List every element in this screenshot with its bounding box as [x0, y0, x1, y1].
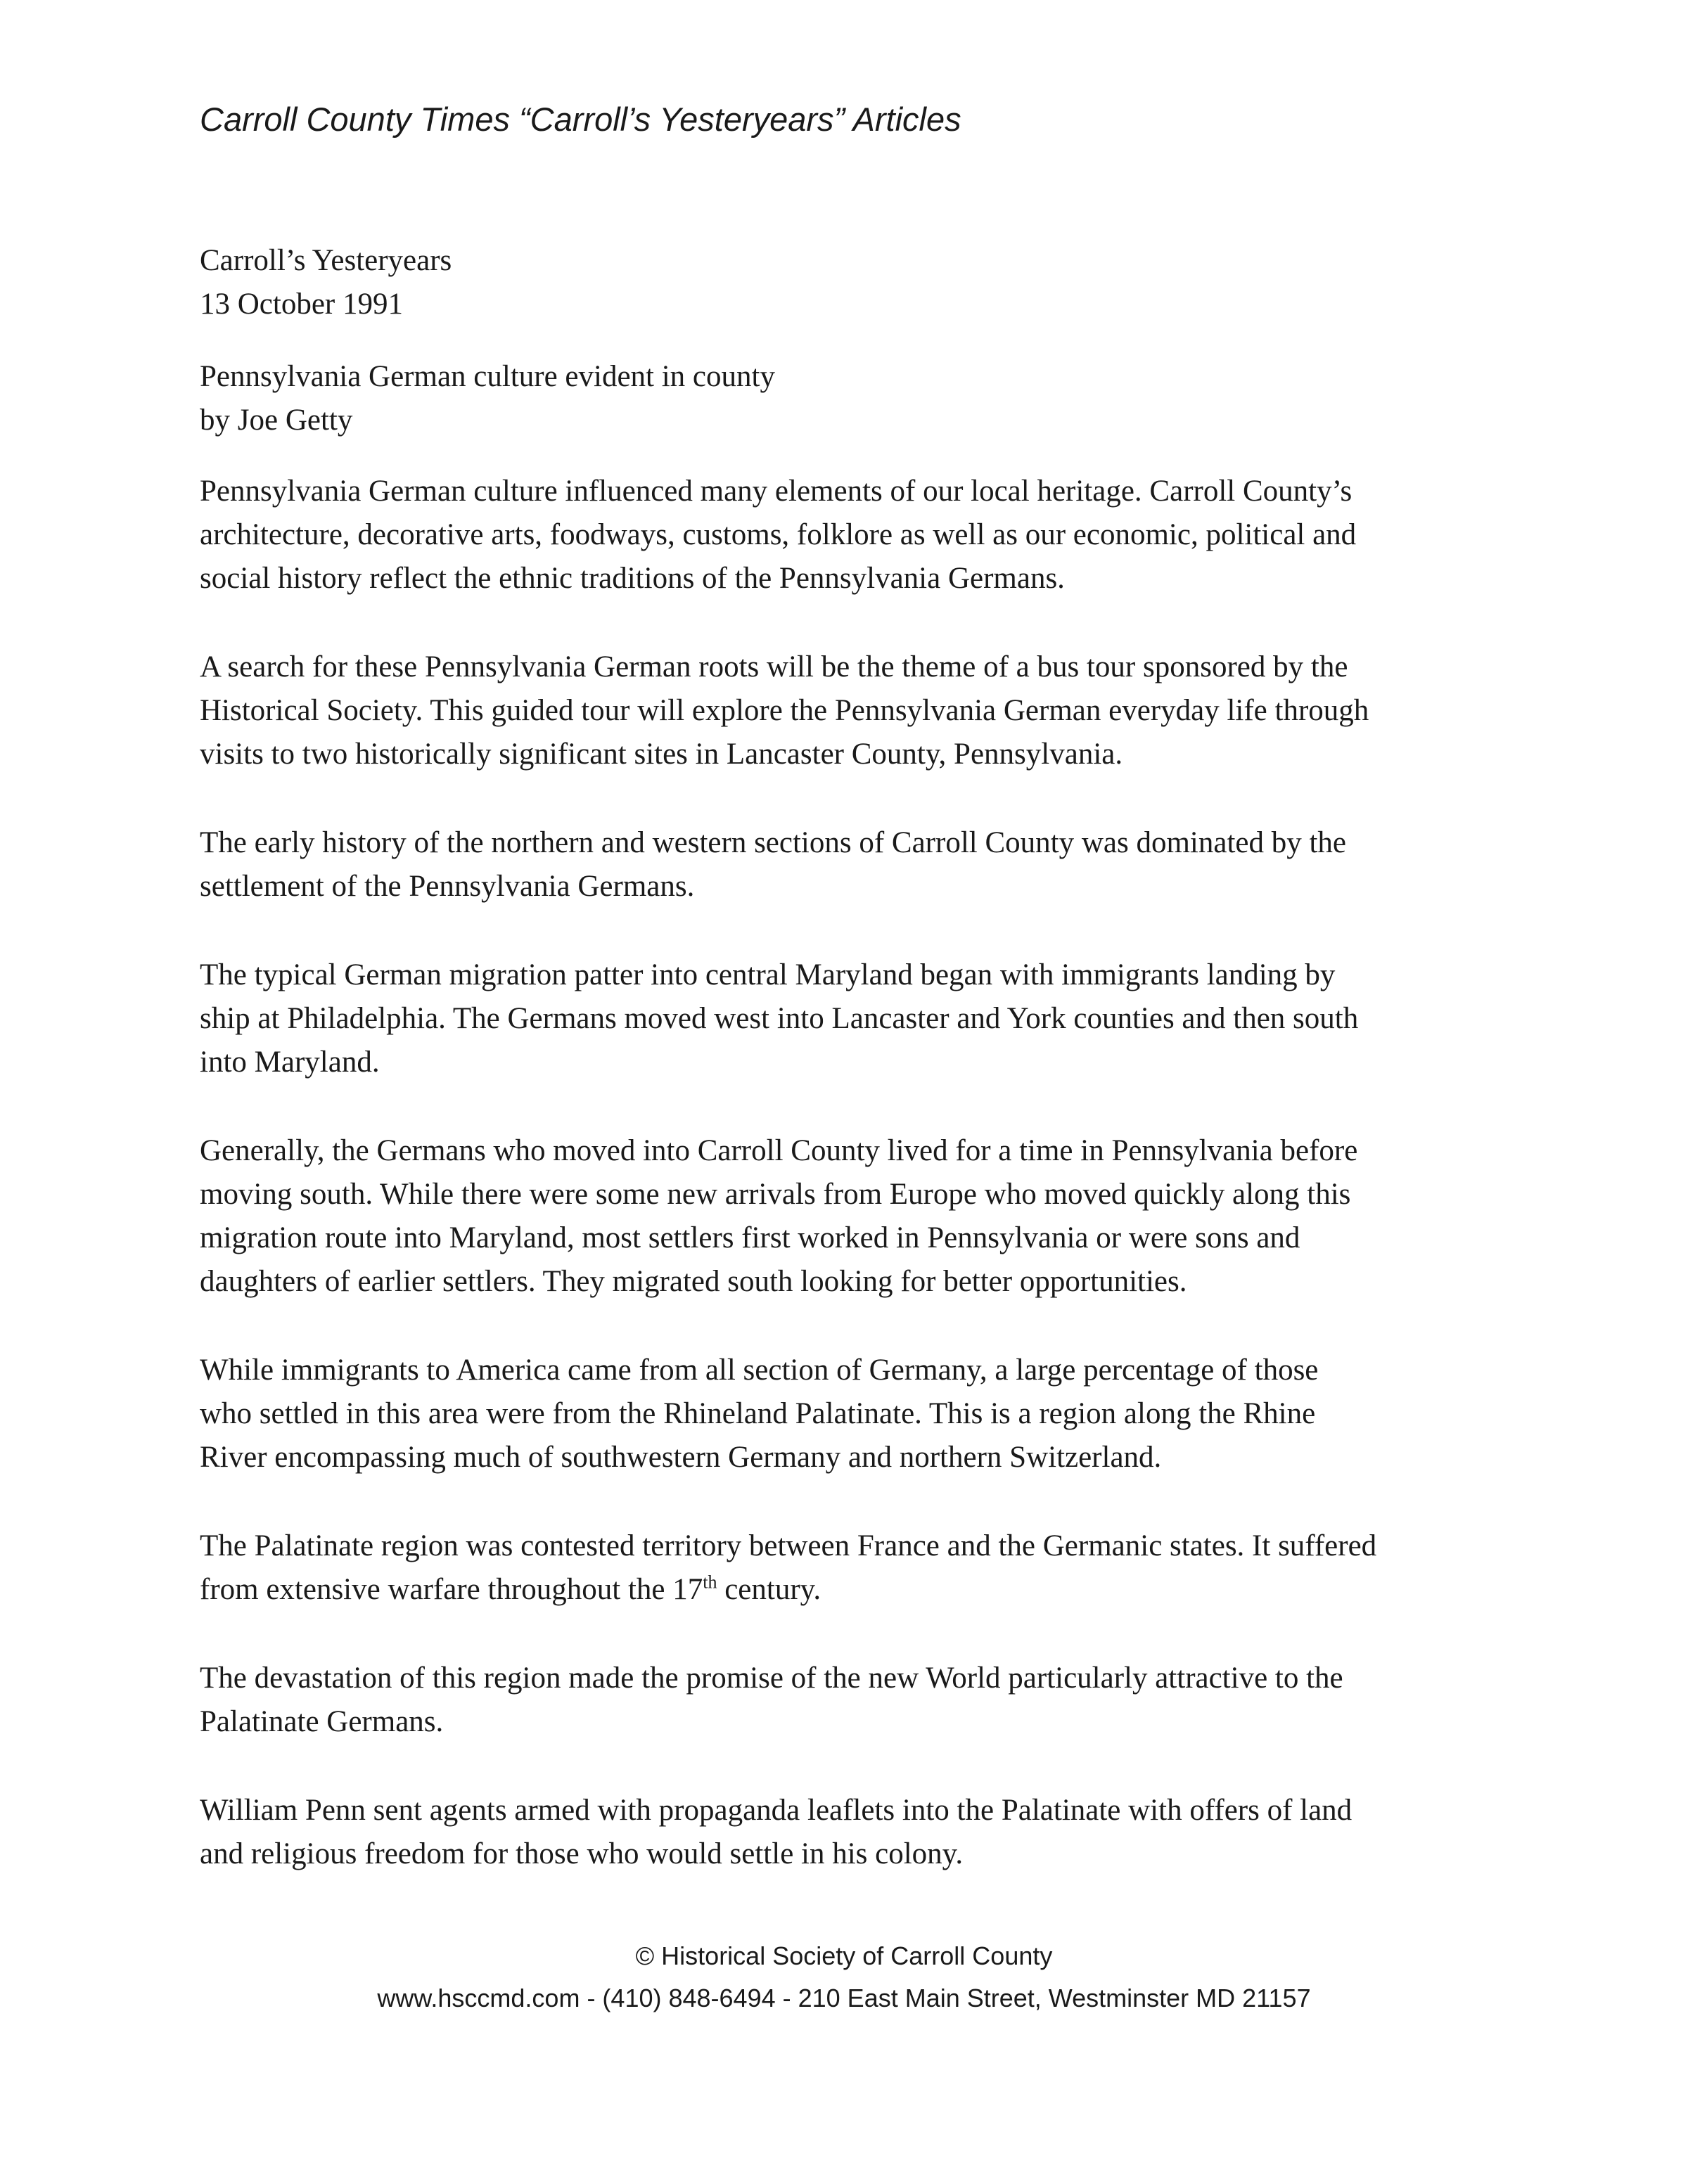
article-meta [200, 239, 1522, 326]
paragraph-line: The Palatinate region was contested territory between France and the Germanic states. It suffered [200, 1529, 1377, 1562]
paragraph-line: Generally, the Germans who moved into Carroll County lived for a time in Pennsylvania before [200, 1134, 1358, 1167]
running-header: Carroll County Times “Carroll’s Yesteryears” Articles [200, 101, 961, 138]
column-name: Carroll’s Yesteryears [200, 244, 452, 277]
article-heading [200, 355, 1522, 442]
paragraph-line: While immigrants to America came from all section of Germany, a large percentage of those [200, 1354, 1319, 1387]
paragraph-line: The typical German migration patter into central Maryland began with immigrants landing by [200, 958, 1336, 991]
paragraph-line: Pennsylvania German culture influenced many elements of our local heritage. Carroll County’s [200, 475, 1353, 508]
paragraph-line: The early history of the northern and western sections of Carroll County was dominated by the [200, 826, 1347, 859]
paragraph-line: William Penn sent agents armed with propaganda leaflets into the Palatinate with offers of land [200, 1794, 1353, 1827]
line-text: century. [717, 1573, 821, 1606]
paragraph [200, 1349, 1522, 1479]
ordinal-suffix: th [703, 1572, 717, 1593]
paragraph-line: visits to two historically significant sites in Lancaster County, Pennsylvania. [200, 738, 1123, 771]
paragraph-line: A search for these Pennsylvania German roots will be the theme of a bus tour sponsored by the [200, 650, 1348, 683]
paragraph-line: social history reflect the ethnic traditions of the Pennsylvania Germans. [200, 562, 1065, 595]
paragraph [200, 1789, 1522, 1876]
paragraph [200, 1129, 1522, 1304]
paragraph-line: daughters of earlier settlers. They migrated south looking for better opportunities. [200, 1265, 1187, 1298]
paragraph-line: migration route into Maryland, most settlers first worked in Pennsylvania or were sons and [200, 1221, 1300, 1254]
paragraph [200, 1524, 1522, 1612]
footer-copyright: © Historical Society of Carroll County [635, 1941, 1053, 1970]
paragraph [200, 470, 1522, 600]
paragraph-line: Palatinate Germans. [200, 1705, 444, 1738]
paragraph [200, 821, 1522, 908]
paragraph-line: architecture, decorative arts, foodways, customs, folklore as well as our economic, political and [200, 518, 1357, 551]
article-headline: Pennsylvania German culture evident in county [200, 360, 775, 393]
paragraph-line [200, 1568, 1522, 1612]
paragraph-line: Historical Society. This guided tour will explore the Pennsylvania German everyday life through [200, 694, 1369, 727]
footer-contact: www.hsccmd.com - (410) 848-6494 - 210 East Main Street, Westminster MD 21157 [377, 1984, 1311, 2012]
paragraph-line: moving south. While there were some new arrivals from Europe who moved quickly along this [200, 1178, 1351, 1211]
paragraph [200, 1657, 1522, 1744]
paragraph [200, 953, 1522, 1084]
paragraph [200, 645, 1522, 776]
paragraph-line: River encompassing much of southwestern Germany and northern Switzerland. [200, 1441, 1162, 1474]
paragraph-line: ship at Philadelphia. The Germans moved west into Lancaster and York counties and then south [200, 1002, 1359, 1035]
paragraph-line: and religious freedom for those who would settle in his colony. [200, 1837, 964, 1870]
line-text: from extensive warfare throughout the 17 [200, 1573, 703, 1606]
paragraph-line: who settled in this area were from the Rhineland Palatinate. This is a region along the Rhine [200, 1397, 1316, 1430]
paragraph-line: into Maryland. [200, 1046, 380, 1079]
article-byline: by Joe Getty [200, 404, 353, 437]
paragraph-line: The devastation of this region made the promise of the new World particularly attractive to the [200, 1662, 1343, 1695]
paragraph-line: settlement of the Pennsylvania Germans. [200, 870, 695, 903]
article-date: 13 October 1991 [200, 288, 403, 321]
